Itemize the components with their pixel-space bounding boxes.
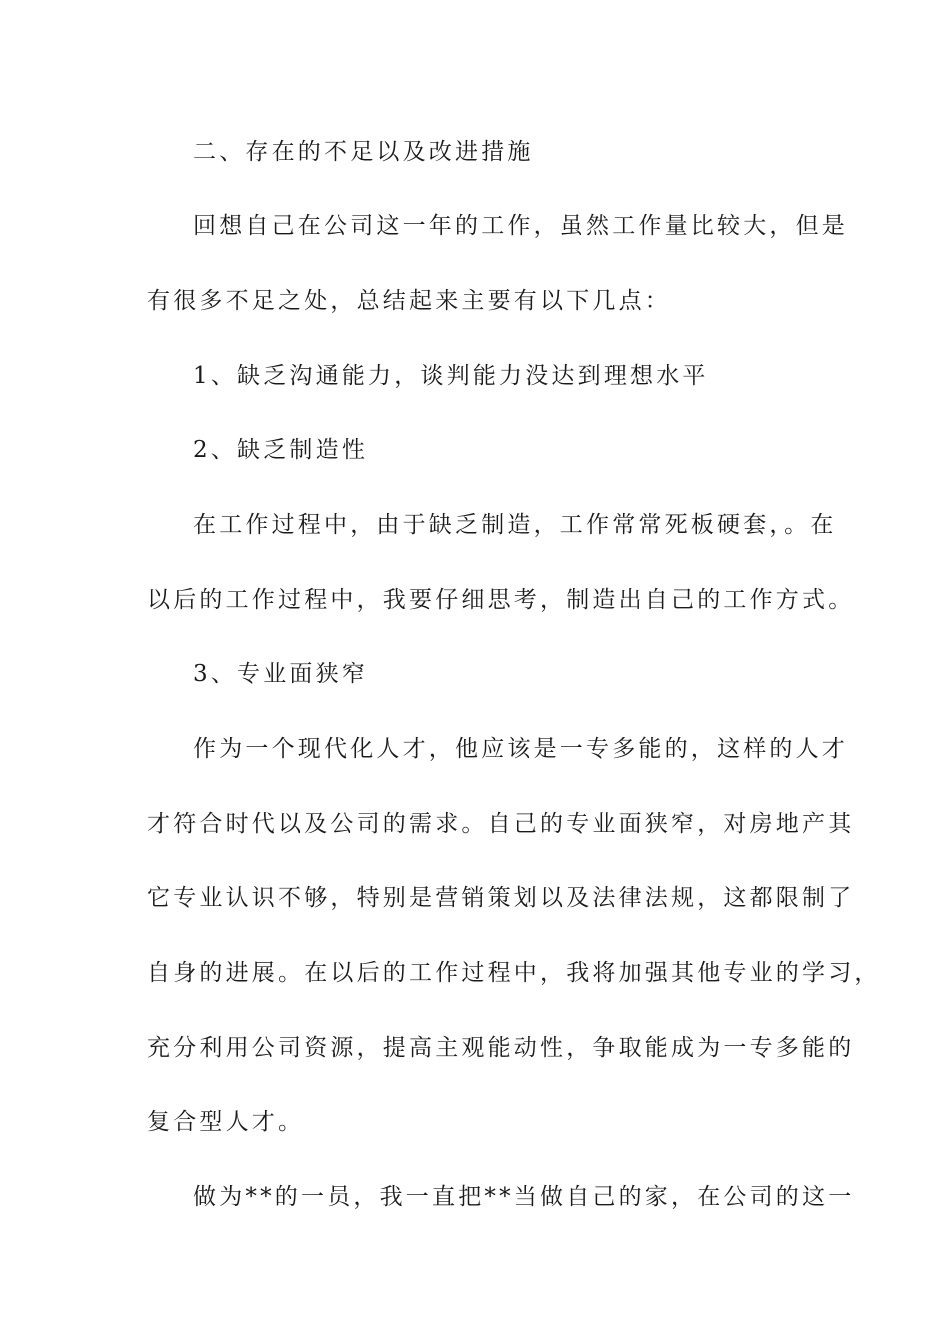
list-item-heading: 3、专业面狭窄 [193,661,369,687]
paragraph-line: 作为一个现代化人才，他应该是一专多能的，这样的人才 [193,736,848,762]
paragraph-line: 它专业认识不够，特别是营销策划以及法律法规，这都限制了 [147,885,855,911]
paragraph-line: 以后的工作过程中，我要仔细思考，制造出自己的工作方式。 [147,587,855,613]
paragraph-line: 自身的进展。在以后的工作过程中，我将加强其他专业的学习， [147,960,881,986]
paragraph-line: 复合型人才。 [147,1109,305,1135]
list-item-heading: 1、缺乏沟通能力，谈判能力没达到理想水平 [193,363,709,389]
section-heading: 二、存在的不足以及改进措施 [193,139,534,165]
paragraph-line: 充分利用公司资源，提高主观能动性，争取能成为一专多能的 [147,1035,855,1061]
paragraph-line: 在工作过程中，由于缺乏制造，工作常常死板硬套，。在 [193,512,837,538]
paragraph-line: 做为**的一员，我一直把**当做自己的家，在公司的这一 [193,1184,855,1210]
list-item-heading: 2、缺乏制造性 [193,437,369,463]
paragraph-line: 才符合时代以及公司的需求。自己的专业面狭窄，对房地产其 [147,811,855,837]
paragraph-line: 有很多不足之处，总结起来主要有以下几点： [147,288,671,314]
paragraph-line: 回想自己在公司这一年的工作，虽然工作量比较大，但是 [193,213,848,239]
